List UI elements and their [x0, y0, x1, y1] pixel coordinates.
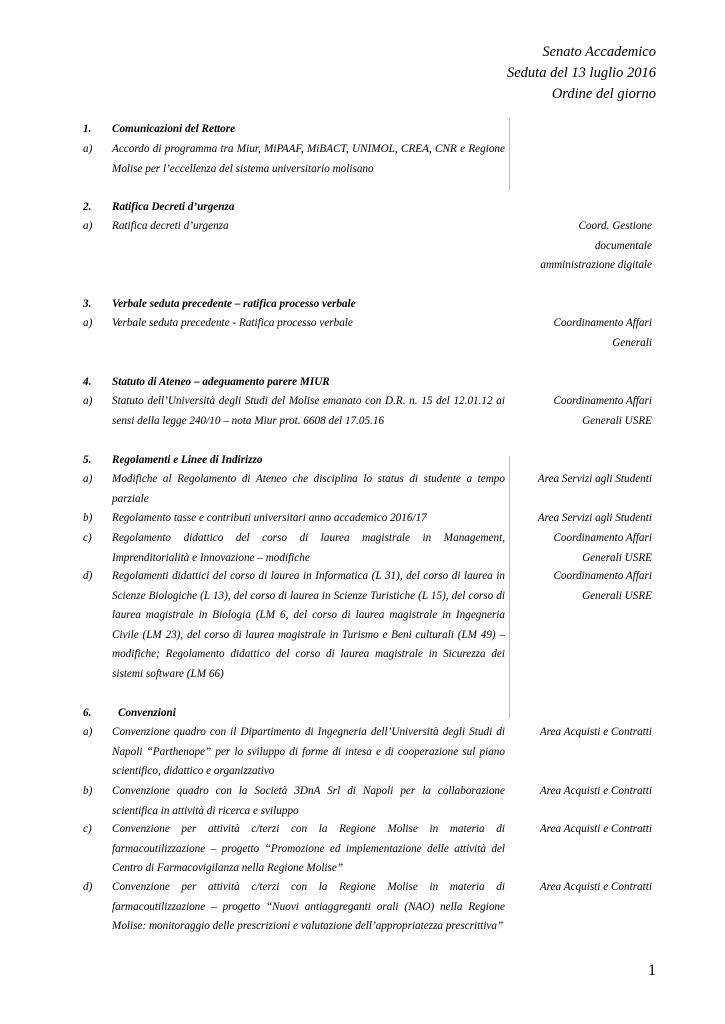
column-separator: [509, 456, 510, 718]
item-responsible: Area Acquisti e Contratti: [539, 726, 652, 738]
item-text: Statuto dell’Università degli Studi del Molise emanato con D.R. n. 15 del 12.01.12 ai sensi della legge 240/10 – nota Miur prot. 6608 del 17.05.16: [112, 395, 505, 427]
item-label: a): [83, 395, 93, 407]
item-label: a): [83, 317, 93, 329]
section-title: Regolamenti e Linee di Indirizzo: [112, 454, 263, 466]
section-number: 3.: [83, 298, 92, 310]
item-text: Regolamenti didattici del corso di laurea in Informatica (L 31), del corso di laurea in Scienze Biologiche (L 13), del corso di laurea in Scienze Turistiche (L 15), del corso di laurea magistrale in Biologia (LM 6, del corso di laurea magistrale in Ingegneria Civile (LM 23), del corso di laurea magistrale in Turismo e Beni culturali (LM 49) – modifiche; Regolamento didattico del corso di laurea magistrale in Sicurezza dei sistemi software (LM 66): [112, 570, 505, 680]
item-text: Convenzione per attività c/terzi con la Regione Molise in materia di farmacoutilizzazione – progetto “Promozione ed implementazione delle attività del Centro di Farmacovigilanza nella Regione Molise”: [112, 823, 505, 874]
item-text: Convenzione quadro con il Dipartimento di Ingegneria dell’Università degli Studi di Napoli “Parthenope” per lo sviluppo di forme di intesa e di cooperazione sul piano scientifico, didattico e organizzativo: [112, 726, 505, 777]
page-number: 1: [648, 962, 656, 979]
section-title: Ratifica Decreti d’urgenza: [112, 201, 235, 213]
item-text: Ratifica decreti d’urgenza: [112, 220, 229, 232]
item-label: c): [83, 532, 92, 544]
item-label: a): [83, 473, 93, 485]
section-number: 5.: [83, 454, 92, 466]
item-text: Verbale seduta precedente - Ratifica processo verbale: [112, 317, 353, 329]
item-text: Accordo di programma tra Miur, MiPAAF, MiBACT, UNIMOL, CREA, CNR e Regione Molise per l’eccellenza del sistema universitario molisano: [112, 143, 505, 175]
section-number: 4.: [83, 376, 92, 388]
item-label: b): [83, 512, 93, 524]
item-responsible: Coordinamento Affari Generali: [553, 317, 652, 349]
item-text: Regolamento didattico del corso di laurea magistrale in Management, Imprenditorialità e Innovazione – modifiche: [112, 532, 505, 564]
section-number: 2.: [83, 201, 92, 213]
column-separator: [509, 118, 510, 190]
item-text: Convenzione quadro con la Società 3DnA Srl di Napoli per la collaborazione scientifica in attività di ricerca e sviluppo: [112, 785, 505, 817]
item-responsible: Coordinamento Affari Generali USRE: [553, 570, 652, 602]
item-text: Modifiche al Regolamento di Ateneo che disciplina lo status di studente a tempo parziale: [112, 473, 505, 505]
item-label: d): [83, 570, 93, 582]
header-session-date: Seduta del 13 luglio 2016: [506, 65, 656, 81]
item-responsible: Coord. Gestione documentale amministrazione digitale: [540, 220, 652, 271]
item-responsible: Coordinamento Affari Generali USRE: [553, 532, 652, 564]
item-responsible: Area Servizi agli Studenti: [537, 473, 652, 485]
section-number: 6.: [83, 707, 92, 719]
item-label: b): [83, 785, 93, 797]
section-title: Convenzioni: [118, 707, 176, 719]
item-responsible: Area Acquisti e Contratti: [539, 823, 652, 835]
item-responsible: Area Servizi agli Studenti: [537, 512, 652, 524]
section-title: Comunicazioni del Rettore: [112, 123, 236, 135]
item-responsible: Coordinamento Affari Generali USRE: [553, 395, 652, 427]
item-responsible: Area Acquisti e Contratti: [539, 785, 652, 797]
section-number: 1.: [83, 123, 92, 135]
section-title: Verbale seduta precedente – ratifica processo verbale: [112, 298, 356, 310]
header-agenda: Ordine del giorno: [551, 86, 656, 102]
item-text: Convenzione per attività c/terzi con la Regione Molise in materia di farmacoutilizzazione – progetto “Nuovi antiaggreganti orali (NAO) nella Regione Molise: monitoraggio delle prescrizioni e valutazione dell’appropriatezza prescrittiva”: [112, 881, 505, 932]
item-label: a): [83, 143, 93, 155]
item-text: Regolamento tasse e contributi universitari anno accademico 2016/17: [112, 512, 427, 524]
item-label: a): [83, 726, 93, 738]
item-responsible: Area Acquisti e Contratti: [539, 881, 652, 893]
document-header: [507, 42, 656, 105]
item-label: a): [83, 220, 93, 232]
item-label: c): [83, 823, 92, 835]
item-label: d): [83, 881, 93, 893]
header-title: Senato Accademico: [542, 44, 656, 60]
section-title: Statuto di Ateneo – adeguamento parere MIUR: [112, 376, 330, 388]
